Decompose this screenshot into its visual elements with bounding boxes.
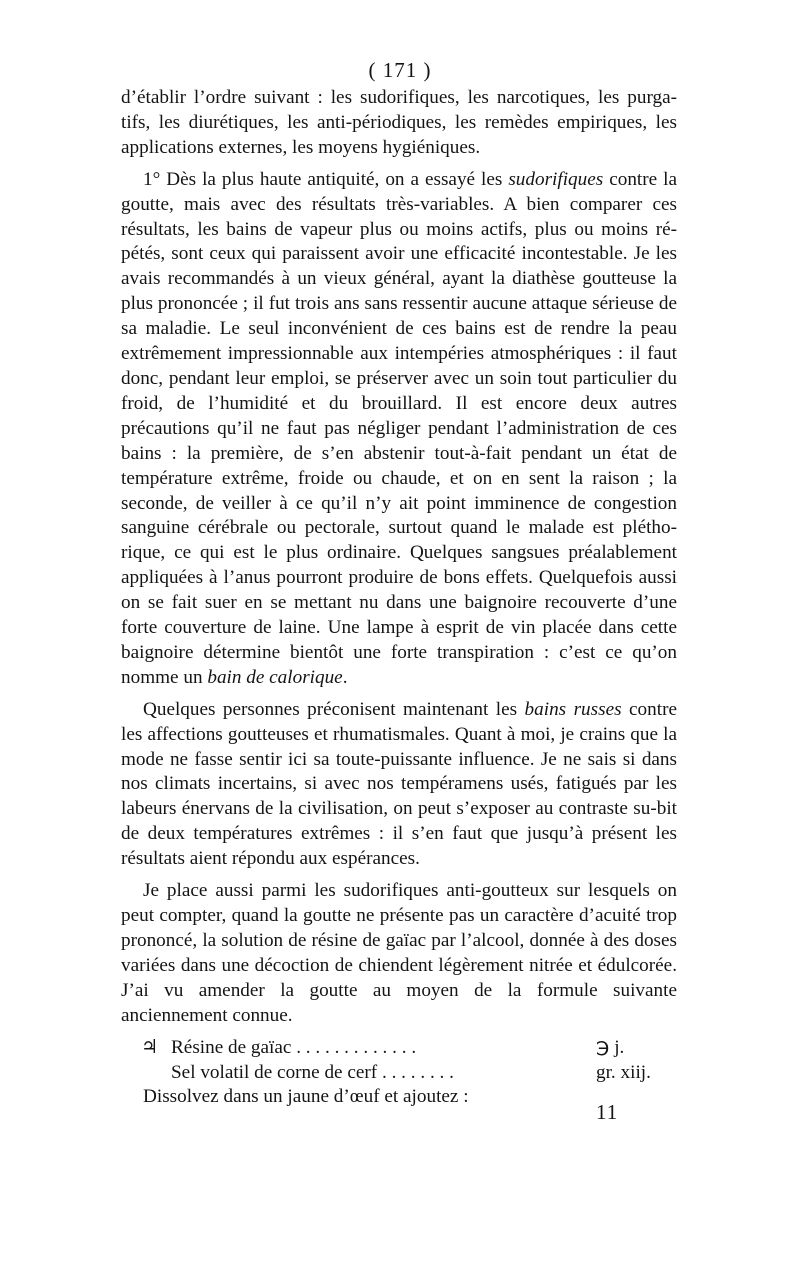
paragraph-2-emphasis-sudorifiques: sudorifiques — [508, 168, 604, 190]
paragraph-3-text-b: contre les affections goutteuses et rhumatismales. Quant à moi, je crains que la mode ne fasse sentir ici sa toute-puissante influence. Je ne sais si dans nos climats incertains, si avec nos tempéramens usés, fatigués par les labeurs énervans de la civilisation, on peut s’exposer au contraste su-bit de deux températures extrêmes : il s’en faut que jusqu’à présent les résultats aient répondu aux espérances. — [121, 698, 677, 870]
recipe-leader-dots: . . . . . . . . — [381, 1061, 454, 1083]
recipe-item-name: Résine de gaïac — [171, 1036, 292, 1058]
recipe-item — [171, 1060, 596, 1085]
paragraph-3-emphasis-bains-russes: bains russes — [524, 698, 622, 720]
paragraph-2-text-b: contre la goutte, mais avec des résultats très-variables. A bien comparer ces résultats, les bains de vapeur plus ou moins actifs, plus ou moins ré-pétés, sont ceux qui paraissent avoir une efficacité incontestable. Je les avais recommandés à un vieux général, ayant la diathèse goutteuse la plus prononcée ; il fut trois ans sans ressentir aucune attaque sérieuse de sa maladie. Le seul inconvénient de ces bains est de rendre la peau extrêmement impressionnable aux intempéries atmosphériques : il faut donc, pendant leur emploi, se préserver avec un soin tout particulier du froid, de l’humidité et du brouillard. Il est encore deux autres précautions qu’il ne faut pas négliger pendant l’administration de ces bains : la première, de s’en abstenir tout-à-fait pendant un état de température extrême, froide ou chaude, et on en sent la raison ; la seconde, de veiller à ce qu’il n’y ait point imminence de congestion sanguine cérébrale ou pectorale, surtout quand le malade est plétho-rique, ce qui est le plus ordinaire. Quelques sangsues préalablement appliquées à l’anus pourront produire de bons effets. Quelquefois aussi on se fait suer en se mettant nu dans une baignoire recouverte d’une forte couverture de laine. Une lampe à esprit de vin placée dans cette baignoire détermine bientôt une forte transpiration : c’est ce qu’on nomme un — [121, 168, 677, 688]
paragraph-3 — [121, 698, 677, 872]
recipe-block — [121, 1035, 677, 1085]
paragraph-3-text-a: Quelques personnes préconisent maintenant les — [143, 698, 525, 720]
paragraph-1-text-b: , les moyens hygiéniques. — [282, 136, 481, 158]
recipe-item — [171, 1035, 596, 1060]
closing-line: Dissolvez dans un jaune d’œuf et ajoutez : — [143, 1085, 469, 1107]
recipe-symbol-icon: ♃ — [141, 1036, 159, 1058]
recipe-spacer — [121, 1060, 171, 1085]
paragraph-2 — [121, 168, 677, 691]
paragraph-2-text-c: . — [342, 666, 348, 688]
recipe-dose: gr. xiij. — [596, 1061, 651, 1083]
text-column — [121, 86, 677, 1109]
paragraph-2-text-a: 1° Dès la plus haute antiquité, on a essayé les — [143, 168, 509, 190]
paragraph-1-text-a: d’établir l’ordre suivant : les sudorifiques, les narcotiques, les purga-tifs, les diurétiques, les anti-périodiques, les remèdes empiriques, les applications externes — [121, 87, 677, 158]
paragraph-1 — [121, 86, 677, 161]
recipe-item-name: Sel volatil de corne de cerf — [171, 1061, 378, 1083]
recipe-row — [121, 1060, 677, 1085]
paragraph-2-emphasis-bain-de-calorique: bain de calorique — [207, 666, 343, 688]
recipe-row — [121, 1035, 677, 1060]
recipe-dose: ℈ j. — [596, 1036, 625, 1058]
recipe-leader-dots: . . . . . . . . . . . . . — [296, 1036, 417, 1058]
signature-mark: 11 — [596, 1100, 619, 1124]
page-number: ( 171 ) — [368, 58, 432, 82]
paragraph-4: Je place aussi parmi les sudorifiques anti-goutteux sur lesquels on peut compter, quand la goutte ne présente pas un caractère d’acuité trop prononcé, la solution de résine de gaïac par l’alcool, donnée à des doses variées dans une décoction de chiendent légèrement nitrée et édulcorée. J’ai vu amender la goutte au moyen de la formule suivante anciennement connue. — [121, 880, 677, 1026]
